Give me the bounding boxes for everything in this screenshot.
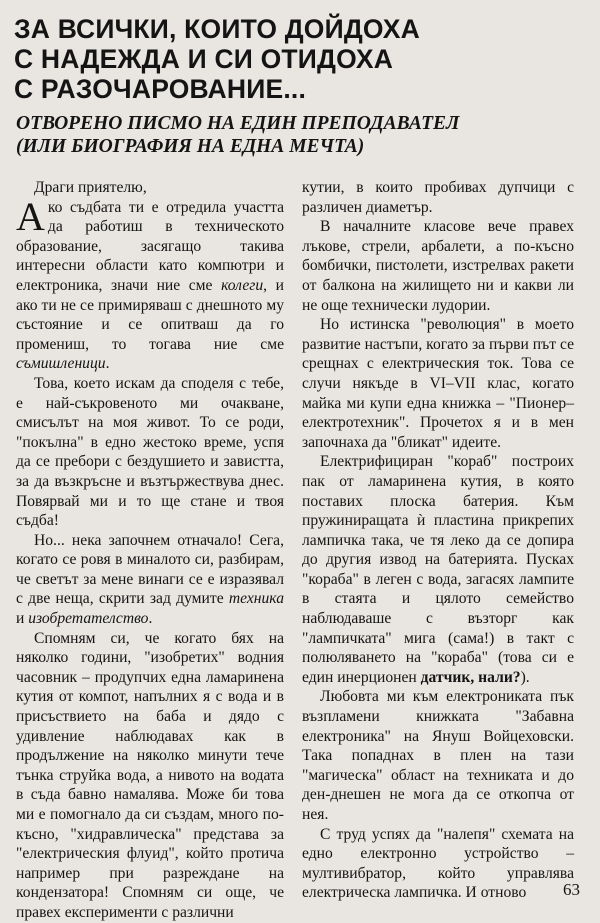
paragraph [16,531,284,629]
article-headline [14,14,574,104]
emphasis-text: колеги [221,276,264,294]
bold-text: датчик, нали? [420,668,521,686]
paragraph [302,452,574,687]
paragraph-text: и [16,610,29,628]
paragraph-text: ко съдбата ти е отредила участта да работиш в техническото образование, засягащо такива интересни области като компютри и електроника, значи ние сме [16,198,284,294]
drop-cap: А [16,193,45,239]
paragraph-text: Но... нека започнем отначало! Сега, когато се ровя в миналото си, разбирам, че светът за мене винаги се е изразявал с две неща, скрити зад думите [16,531,284,608]
article-subheading [16,112,576,158]
paragraph-text: ). [520,668,530,686]
page-number: 63 [563,880,580,899]
headline-line-2: С НАДЕЖДА И СИ ОТИДОХА [14,44,394,74]
paragraph: Това, което искам да споделя с тебе, е най-съкровеното ми очакване, смисълът на моя живот. То се роди, "покълна" в едно жестоко време, успя да се пребори с бездушието и завистта, за да възкръсне и възтържествува днес. Повярвай ми и то ще стане и твоя съдба! [16,374,284,530]
text-column-right [302,178,574,903]
emphasis-text: техника [228,590,284,608]
paragraph: Спомням си, че когато бях на няколко години, "изобретих" водния часовник – продупчих една ламаринена кутия от компот, напълних я с вода и в присъствието на баба и дядо с удивление наблюдавах как в продължение на няколко минути тече тънка струйка вода, а нивото на водата в съда бавно намалява. Може би това ми е помогнало да си създам, много по-късно, "хидравлическа" представа за "електрическия флуид", който протича например при разреждане на кондензатора! Спомням си още, че правех експерименти с различни [16,629,284,921]
subheading-line-2: (ИЛИ БИОГРАФИЯ НА ЕДНА МЕЧТА) [16,136,365,157]
paragraph-text: Електрифициран "кораб" построих пак от ламаринена кутия, в която поставих плоска батерия. Към пружиниращата ѝ пластина прикрепих лампичка така, че тя леко да се допира до другия извод на батерията. Пускаx "кораба" в леген с вода, загасях лампите в стаята и цялото семейство наблюдаваше с възторг как "лампичката" мига (сама!) в такт с полюляването на "кораба" (това си е един инерционен [302,453,574,686]
headline-line-1: ЗА ВСИЧКИ, КОИТО ДОЙДОХА [14,14,420,44]
subheading-line-1: ОТВОРЕНО ПИСМО НА ЕДИН ПРЕПОДАВАТЕЛ [16,113,460,134]
paragraph: В началните класове вече правех лъкове, стрели, арбалети, а по-късно бомбички, пистолети, изстрелвах ракети от балкона на жилището ни и какви ли не още технически лудории. [302,218,574,314]
paragraph-text: . [105,355,110,373]
paragraph: Но истинска "революция" в моето развитие настъпи, когато за първи път се срещнах с електрическия ток. Това се случи някъде в VI–VII клас, когато майка ми купи една книжка – "Пионер–електротехник". Прочетох я и в мен започнаха да "бликат" идеите. [302,316,574,451]
paragraph [16,193,284,374]
paragraph: Любовта ми към електрониката пък възпламени книжката "Забавна електроника" на Януш Войцеховски. Така попаднах в плен на тази "магическа" област на техниката и до ден-днешен не мога да се откопча от нея. [302,688,574,823]
emphasis-text: изобретателство [28,610,149,628]
emphasis-text: съмишленици [16,355,106,373]
paragraph-text: , и ако ти не се примиряваш с днешното му състояние и се опитваш да го промениш, то тогава ние сме [16,276,284,353]
paragraph: кутии, в които пробивах дупчици с различен диаметър. [302,179,574,216]
text-column-left [16,178,284,923]
headline-line-3: С РАЗОЧАРОВАНИЕ... [14,74,307,104]
paragraph: С труд успях да "налепя" схемата на едно електронно устройство – мултивибратор, който управлява електрическа лампичка. И отново [302,825,574,902]
salutation: Драги приятелю, [34,179,147,196]
paragraph-text: . [148,610,153,628]
